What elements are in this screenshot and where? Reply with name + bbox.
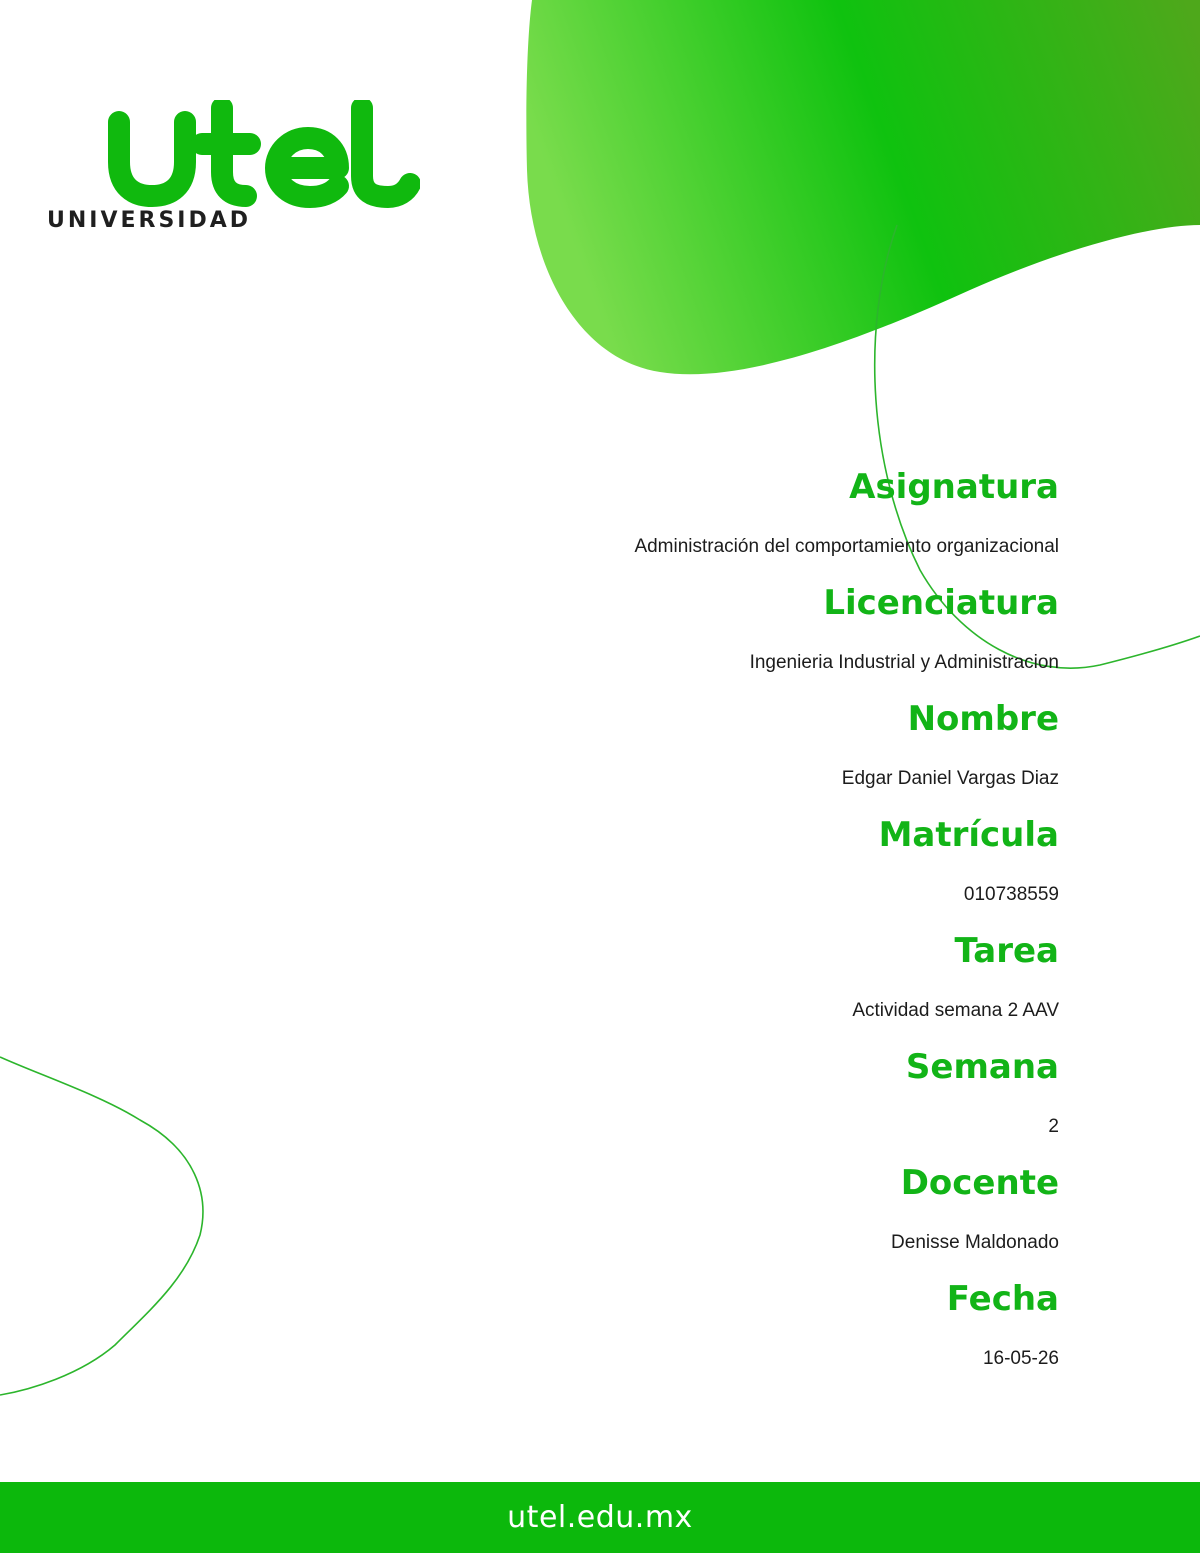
field-value: 16-05-26	[982, 1348, 1059, 1369]
field-value: Administración del comportamiento organizacional	[634, 536, 1059, 557]
field-label: Licenciatura	[823, 583, 1059, 623]
field-value: Ingenieria Industrial y Administracion	[749, 652, 1059, 673]
field-label: Semana	[905, 1047, 1059, 1087]
field-value: 010738559	[963, 884, 1059, 905]
field-label: Docente	[900, 1163, 1059, 1203]
field-tarea	[359, 926, 1059, 1042]
cover-info-block	[359, 462, 1059, 1390]
field-value: 2	[1048, 1116, 1059, 1137]
field-value: Denisse Maldonado	[891, 1232, 1059, 1253]
field-semana	[359, 1042, 1059, 1158]
field-label: Nombre	[907, 699, 1059, 739]
field-nombre	[359, 694, 1059, 810]
green-blob-shape	[526, 0, 1200, 374]
field-label: Matrícula	[878, 815, 1059, 855]
logo-subtitle: UNIVERSIDAD	[47, 208, 252, 233]
field-label: Tarea	[954, 931, 1059, 971]
field-fecha	[359, 1274, 1059, 1390]
footer-bar	[0, 1482, 1200, 1553]
field-label: Asignatura	[849, 467, 1059, 507]
field-matricula	[359, 810, 1059, 926]
thin-line-curve-left	[0, 1057, 203, 1395]
field-asignatura	[359, 462, 1059, 578]
field-value: Actividad semana 2 AAV	[852, 1000, 1059, 1021]
utel-logo-wordmark-icon	[100, 100, 420, 210]
field-value: Edgar Daniel Vargas Diaz	[841, 768, 1059, 789]
footer-website-link[interactable]: utel.edu.mx	[507, 1500, 693, 1535]
field-label: Fecha	[946, 1279, 1059, 1319]
field-docente	[359, 1158, 1059, 1274]
field-licenciatura	[359, 578, 1059, 694]
